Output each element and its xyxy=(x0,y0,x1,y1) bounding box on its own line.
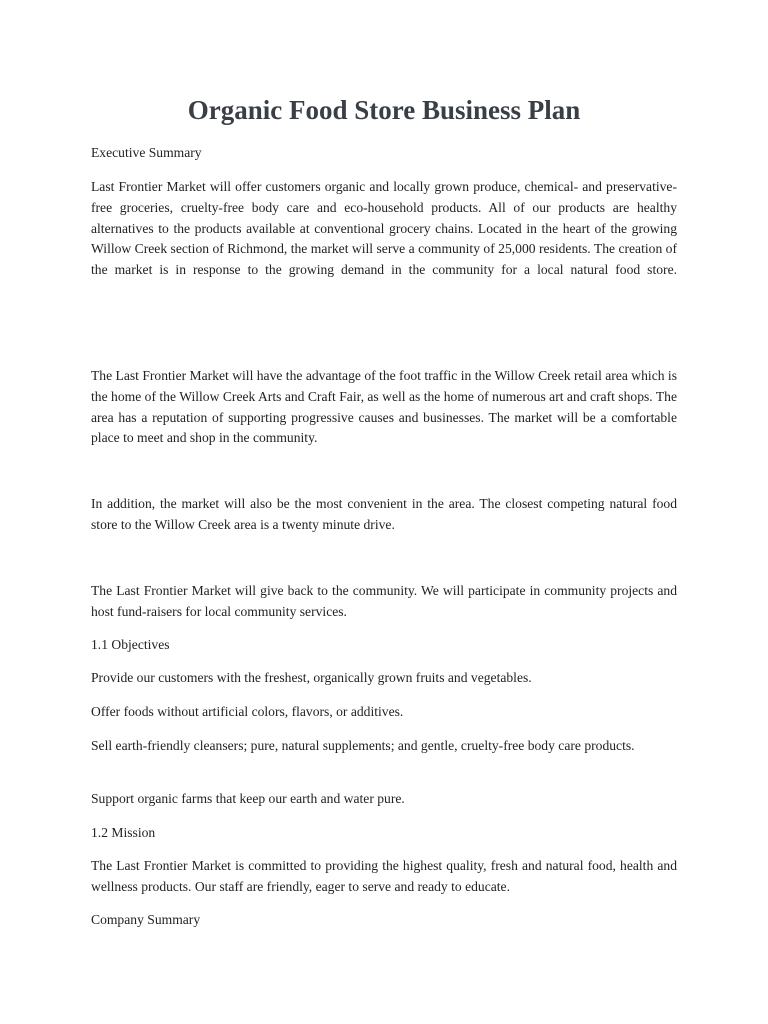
objectives-heading: 1.1 Objectives xyxy=(91,637,170,652)
executive-summary-heading: Executive Summary xyxy=(91,145,202,160)
executive-summary-paragraph: Last Frontier Market will offer customers organic and locally grown produce, chemical- and preservative-free groceries, cruelty-free body care and eco-household products. All of our products are healthy alternatives to the products available at conventional grocery chains. Located in the heart of the growing Willow Creek section of Richmond, the market will serve a community of 25,000 residents. The creation of the market is in response to the growing demand in the community for a local natural food store. xyxy=(91,179,677,278)
document-title: Organic Food Store Business Plan xyxy=(187,95,581,125)
convenience-paragraph: In addition, the market will also be the most convenient in the area. The closest competing natural food store to the Willow Creek area is a twenty minute drive. xyxy=(91,496,677,532)
community-paragraph: The Last Frontier Market will give back to the community. We will participate in community projects and host fund-raisers for local community services. xyxy=(91,583,677,619)
objective-item: Support organic farms that keep our earth and water pure. xyxy=(91,791,405,806)
foot-traffic-paragraph: The Last Frontier Market will have the advantage of the foot traffic in the Willow Creek retail area which is the home of the Willow Creek Arts and Craft Fair, as well as the home of numerous art and craft shops. The area has a reputation of supporting progressive causes and businesses. The market will be a comfortable place to meet and shop in the community. xyxy=(91,368,677,446)
objective-item: Sell earth-friendly cleansers; pure, natural supplements; and gentle, cruelty-free body care products. xyxy=(91,738,635,753)
objective-item: Offer foods without artificial colors, flavors, or additives. xyxy=(91,704,404,719)
objective-item: Provide our customers with the freshest, organically grown fruits and vegetables. xyxy=(91,670,532,685)
company-summary-heading: Company Summary xyxy=(91,912,201,927)
mission-paragraph: The Last Frontier Market is committed to providing the highest quality, fresh and natural food, health and wellness products. Our staff are friendly, eager to serve and ready to educate. xyxy=(91,858,677,894)
mission-heading: 1.2 Mission xyxy=(91,825,156,840)
